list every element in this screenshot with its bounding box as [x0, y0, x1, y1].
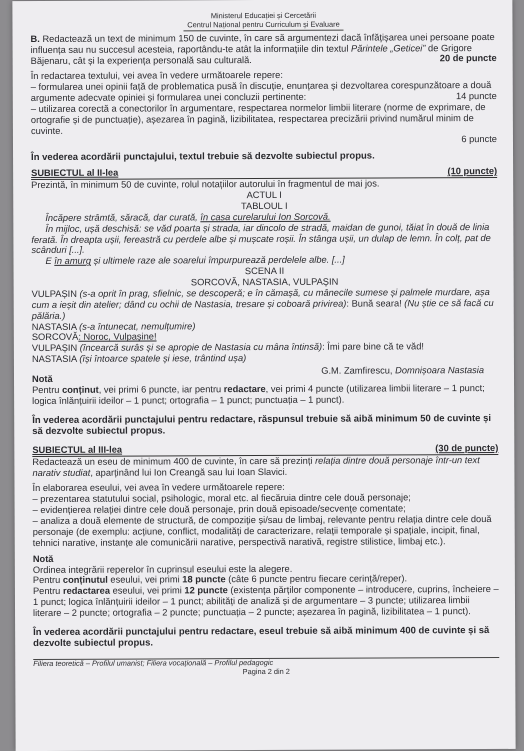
ministry-name: Ministerul Educației și Cercetării	[210, 10, 317, 21]
subject-2-title: SUBIECTUL al II-lea	[31, 167, 119, 179]
n3-d: 12 puncte	[184, 585, 228, 596]
n2-a: Pentru	[32, 575, 61, 586]
stage-direction-3b: în amurg	[54, 256, 92, 267]
page-header	[30, 11, 496, 32]
section-b-source-title: Părintele „Geticei”	[350, 42, 426, 54]
direction-vulpasin-1b: (Nu știe ce să facă cu pălăria.)	[31, 297, 494, 321]
section-b-label: B.	[30, 33, 40, 44]
center-name: Centrul Național pentru Curriculum și Evaluare	[183, 21, 343, 32]
task-text-c: , aparținând lui Ion Creangă sau lui Ioan Slavici.	[90, 466, 288, 478]
n2-c: eseului, vei primi	[110, 574, 180, 586]
section-b-points: 20 de puncte	[439, 53, 497, 64]
subject-3-task	[32, 455, 498, 479]
note-redactare-word: redactare	[223, 383, 266, 395]
n2-b: conținutul	[62, 575, 108, 586]
stage-direction-3a: E	[45, 256, 52, 267]
subject-3-intro: În elaborarea eseului, vei avea în vedere următoarele repere:	[32, 482, 285, 494]
direction-vulpasin-1: (s-a oprit în prag, sfielnic, se descoperă; e în cămașă, cu mânecile sumese și palmele murdare, așa cum a ieșit din atelier; dând cu ochii de Nastasia, tresare și coboară privirea)	[31, 286, 490, 310]
line-sorcova: : Noroc, Vulpașine!	[78, 331, 157, 343]
speaker-vulpasin: VULPAȘIN	[31, 288, 77, 299]
line-vulpasin-1: : Bună seara!	[346, 298, 402, 309]
subject-2-points: (10 puncte)	[447, 166, 498, 177]
line-vulpasin-2: : Îmi pare bine că te văd!	[322, 341, 424, 353]
section-b-criterion-1-points: 14 puncte	[455, 90, 497, 102]
n3-c: eseului, vei primi	[112, 585, 182, 596]
section-b-criterion-2: – utilizarea corectă a conectorilor în argumentare, respectarea normelor limbii literare (norme de exprimare, de ortografie și de punctuație), așezarea în pagină, lizibilitatea, respectarea precizării privind numărul minim de cuvinte.	[30, 101, 486, 136]
task-text-a: Redactează un eseu de minimum 400 de cuvinte, în care să prezinți	[32, 455, 313, 467]
subject-2-final-note: În vederea acordării punctajului pentru redactare, răspunsul trebuie să aibă minimum 50 de cuvinte și să dezvolte subiectul propus.	[32, 412, 492, 437]
subject-3-points: (30 de puncte)	[435, 442, 499, 454]
subject-3-reper-2: – evidențierea relației dintre cele două personaje, prin două episoade/secvențe comentate;	[32, 503, 406, 516]
page-number: Pagina 2 din 2	[242, 666, 290, 676]
speaker-nastasia: NASTASIA	[31, 321, 77, 332]
direction-nastasia-1: (s-a întunecat, nemulțumire)	[79, 320, 196, 332]
note-text-e: , vei primi 4 puncte (utilizarea limbii literare – 1 punct; logica înlănțuirii ideilor – 1 punct; ortografia – 1 punct; punctuația – 1 punct).	[32, 382, 485, 406]
task-text-b: relația dintre două personaje într-un text narativ studiat	[32, 454, 480, 478]
n3-e: (existența părților componente – introducere, cuprins, încheiere – 1 punct; logica înlănțuirii ideilor – 1 punct; abilități de analiză și de argumentare – 3 puncte; utilizarea limbii literare – 2 puncte; ortografia – 2 puncte; punctuația – 2 puncte; așezarea în pagină, lizibilitatea – 1 punct).	[32, 584, 499, 619]
section-b-criterion-2-points: 6 puncte	[461, 134, 497, 145]
section-b-criterion-1: – formularea unei opinii față de problematica pusă în discuție, enunțarea și dezvoltarea corespunzătoare a două argumente adecvate opiniei și formularea unei concluzii pertinente:	[30, 80, 492, 104]
section-b-task-text-2: de Grigore Băjenaru, cât și la experiența personală sau culturală.	[30, 42, 472, 66]
scene-heading: SCENA II	[244, 266, 285, 277]
stage-direction-2: În mijloc, ușă deschisă: se văd poarta și strada, iar dincolo de stradă, maidan de gunoi, tăiat în două de linia ferată. În dreapta ușii, fereastră cu perdele albe și mușcate roșii. În stânga ușii, un dulap de lemn. În colț, pat de scânduri [...].	[31, 221, 491, 256]
subject-3-final-note: În vederea acordării punctajului pentru redactare, eseul trebuie să aibă minimum 400 de cuvinte și să dezvolte subiectul propus.	[33, 624, 490, 650]
n3-b: redactarea	[62, 586, 111, 597]
section-b-task-text-1: Redactează un text de minimum 150 de cuvinte, în care să argumentezi dacă înfățișarea unei persoane poate influența sau nu succesul acesteia, raportându-te atât la informațiile din textul	[30, 31, 495, 55]
dialogue-line-5	[32, 352, 498, 365]
speaker-vulpasin-2: VULPAȘIN	[31, 343, 78, 354]
note-content-word: conținut	[62, 384, 99, 395]
speaker-nastasia-2: NASTASIA	[31, 354, 77, 365]
scene-characters: SORCOVĂ, NASTASIA, VULPAȘIN	[190, 276, 339, 288]
note-text-c: , vei primi 6 puncte, iar pentru	[98, 384, 222, 395]
stage-direction-1a: Încăpere strâmtă, săracă, dar curată,	[45, 212, 198, 223]
section-b-note: În vederea acordării punctajului, textul trebuie să dezvolte subiectul propus.	[31, 150, 375, 164]
n2-d: 18 puncte	[182, 574, 226, 585]
direction-nastasia-2: (își întoarce spatele și iese, trântind ușa)	[79, 353, 247, 365]
subject-3-note-label: Notă	[32, 553, 54, 564]
subject-2-note-label: Notă	[31, 373, 53, 384]
subject-3	[32, 443, 499, 649]
n3-a: Pentru	[32, 586, 61, 597]
subject-2-task: Prezintă, în minimum 50 de cuvinte, rolul notațiilor autorului în fragmentul de mai jos.	[31, 178, 380, 191]
source-title: Domnișoara Nastasia	[395, 365, 485, 376]
exam-page	[12, 0, 515, 751]
tablou-heading: TABLOUL I	[240, 200, 288, 212]
subject-3-reper-3: – analiza a două elemente de structură, de compoziție și/sau de limbaj, relevante pentru relația dintre cele două personaje (de exemplu: acțiune, conflict, modalități de caracterizare, relații temporale și spațiale, incipit, final, tehnici narative, instanțe ale comunicării narative, perspectivă narativă, registre stilistice, limbaj etc.).	[32, 514, 492, 548]
subject-3-title: SUBIECTUL al III-lea	[32, 444, 123, 455]
direction-vulpasin-2: (încearcă surâs și se apropie de Nastasia cu mâna întinsă)	[79, 342, 323, 354]
dialogue-line-1	[32, 287, 498, 322]
footer-profile: Filiera teoretică – Profilul umanist; Filiera vocațională – Profilul pedagogic	[33, 658, 274, 669]
section-b	[31, 32, 498, 164]
subject-3-note-1: Ordinea integrării reperelor în cuprinsul eseului este la alegere.	[32, 563, 293, 575]
source-author: G.M. Zamfirescu,	[321, 365, 393, 376]
subject-3-reper-1: – prezentarea statutului social, psihologic, moral etc. al fiecăruia dintre cele două personaje;	[32, 492, 411, 505]
page-footer	[33, 658, 499, 678]
note-text-a: Pentru	[32, 384, 60, 395]
n2-e: (câte 6 puncte pentru fiecare cerință/reper).	[228, 573, 408, 585]
stage-direction-1b: în casa curelarului Ion Sorcovă.	[200, 211, 331, 223]
subject-3-note-3	[33, 584, 499, 619]
subject-2-note	[32, 383, 498, 407]
stage-direction-3c: și ultimele raze ale soarelui împurpurează perdelele albe. [...]	[93, 255, 345, 267]
subject-2	[31, 166, 498, 436]
section-b-intro: În redactarea textului, vei avea în vedere următoarele repere:	[30, 70, 283, 82]
speaker-sorcova: SORCOVĂ	[31, 332, 79, 343]
act-heading: ACTUL I	[246, 190, 282, 201]
